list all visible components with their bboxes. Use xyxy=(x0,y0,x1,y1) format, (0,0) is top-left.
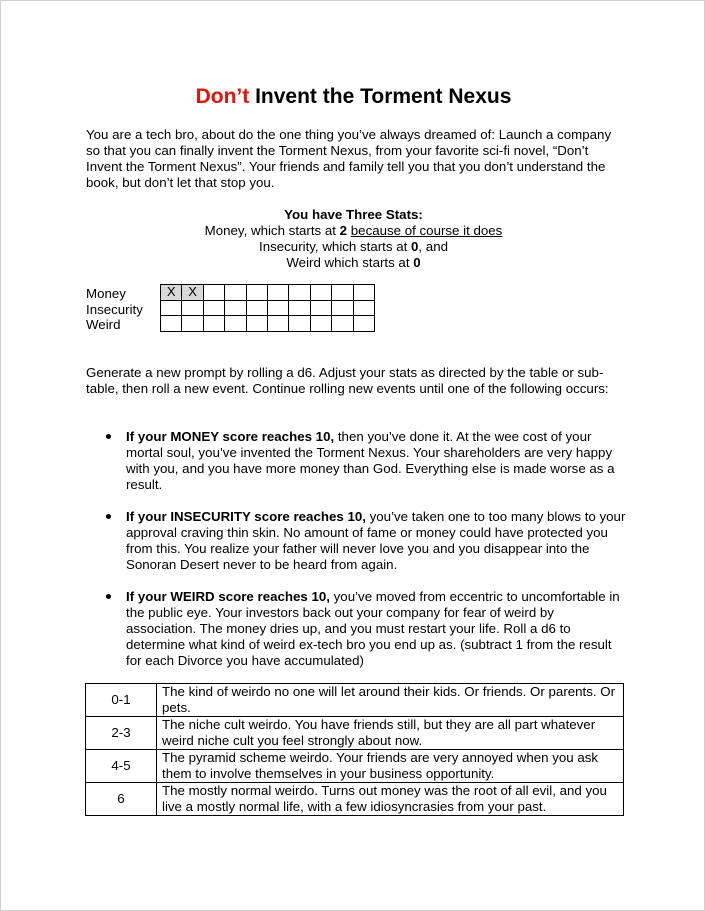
table-row xyxy=(86,750,624,783)
title-red-word: Don’t xyxy=(195,85,250,108)
insecurity-track-row xyxy=(161,300,375,316)
insecurity-box[interactable] xyxy=(310,300,331,316)
table-row xyxy=(86,783,624,816)
weird-box[interactable] xyxy=(332,316,353,332)
insecurity-box[interactable] xyxy=(289,300,310,316)
outcome-cell: The niche cult weirdo. You have friends still, but they are all part whatever weird niche cult you feel strongly about now. xyxy=(157,717,624,750)
ending-weird xyxy=(126,589,626,669)
money-box[interactable] xyxy=(267,285,288,301)
weird-start-value: 0 xyxy=(413,255,421,270)
ending-money-text: then you’ve done it. At the wee cost of your mortal soul, you’ve invented the Torment Nexus. Your shareholders are very happy with you, and you have more money than God. Everything else is made worse as a result. xyxy=(126,429,615,492)
money-box[interactable] xyxy=(225,285,246,301)
bullet-icon xyxy=(106,594,111,599)
weird-start-prefix: Weird which starts at xyxy=(286,255,414,270)
money-box[interactable] xyxy=(310,285,331,301)
insecurity-box[interactable] xyxy=(353,300,374,316)
ending-money xyxy=(126,429,626,493)
roll-cell: 0-1 xyxy=(86,684,157,717)
bullet-icon xyxy=(106,434,111,439)
money-track-row xyxy=(161,285,375,301)
weird-box[interactable] xyxy=(310,316,331,332)
money-box[interactable] xyxy=(353,285,374,301)
intro-paragraph: You are a tech bro, about do the one thing you’ve always dreamed of: Launch a company so that you can finally invent the Torment Nexus, from your favorite sci-fi novel, “Don’t Invent the Torment Nexus”. Your friends and family tell you that you don’t understand the book, but don’t let that stop you. xyxy=(86,127,612,190)
weird-box[interactable] xyxy=(289,316,310,332)
weird-track-row xyxy=(161,316,375,332)
insecurity-box[interactable] xyxy=(161,300,182,316)
table-row xyxy=(86,684,624,717)
stat-label-money: Money xyxy=(86,286,126,301)
weird-box[interactable] xyxy=(353,316,374,332)
money-box[interactable]: X xyxy=(182,285,203,301)
ending-weird-text: you’ve moved from eccentric to uncomfortable in the public eye. Your investors back out your company for fear of weird by association. The money dries up, and you must restart your life. Roll a d6 to determine what kind of weird ex-tech bro you end up as. (subtract 1 from the result for each Divorce you have accumulated) xyxy=(126,589,620,668)
insecurity-start-line xyxy=(86,239,621,255)
weird-box[interactable] xyxy=(246,316,267,332)
insecurity-box[interactable] xyxy=(182,300,203,316)
page-title xyxy=(1,85,705,109)
stat-label-insecurity: Insecurity xyxy=(86,301,143,317)
money-box[interactable]: X xyxy=(161,285,182,301)
insecurity-box[interactable] xyxy=(267,300,288,316)
weird-box[interactable] xyxy=(267,316,288,332)
weird-box[interactable] xyxy=(161,316,182,332)
instructions-paragraph: Generate a new prompt by rolling a d6. Adjust your stats as directed by the table or sub-table, then roll a new event. Continue rolling new events until one of the following occurs: xyxy=(86,365,609,396)
weird-start-line xyxy=(86,255,621,271)
outcome-cell: The mostly normal weirdo. Turns out money was the root of all evil, and you live a mostly normal life, with a few idiosyncrasies from your past. xyxy=(157,783,624,816)
money-box[interactable] xyxy=(246,285,267,301)
stat-label-weird: Weird xyxy=(86,317,121,332)
outcome-cell: The kind of weirdo no one will let around their kids. Or friends. Or parents. Or pets. xyxy=(157,684,624,717)
insecurity-start-prefix: Insecurity, which starts at xyxy=(259,239,411,254)
table-row xyxy=(86,717,624,750)
money-start-note: because of course it does xyxy=(350,223,503,238)
weird-outcome-table xyxy=(85,683,624,816)
money-start-value: 2 xyxy=(339,223,348,238)
weird-box[interactable] xyxy=(203,316,224,332)
money-box[interactable] xyxy=(289,285,310,301)
weird-box[interactable] xyxy=(225,316,246,332)
money-start-line xyxy=(86,223,621,239)
roll-cell: 6 xyxy=(86,783,157,816)
insecurity-box[interactable] xyxy=(332,300,353,316)
bullet-icon xyxy=(106,514,111,519)
stat-tracker-grid xyxy=(160,284,375,332)
insecurity-start-suffix: , and xyxy=(418,239,448,254)
ending-insecurity xyxy=(126,509,626,573)
stat-labels xyxy=(86,286,143,333)
stats-intro xyxy=(86,207,621,271)
stats-heading: You have Three Stats: xyxy=(284,207,423,222)
roll-cell: 4-5 xyxy=(86,750,157,783)
insecurity-start-value: 0 xyxy=(411,239,419,254)
title-rest: Invent the Torment Nexus xyxy=(249,85,512,108)
ending-insecurity-text: you’ve taken one to too many blows to your approval craving thin skin. No amount of fame or money could have protected you from this. You realize your father will never love you and you disappear into the Sonoran Desert never to be heard from again. xyxy=(126,509,626,572)
outcome-cell: The pyramid scheme weirdo. Your friends are very annoyed when you ask them to involve themselves in your business opportunity. xyxy=(157,750,624,783)
ending-weird-condition: If your WEIRD score reaches 10, xyxy=(126,589,330,604)
money-start-prefix: Money, which starts at xyxy=(204,223,340,238)
ending-insecurity-condition: If your INSECURITY score reaches 10, xyxy=(126,509,366,524)
insecurity-box[interactable] xyxy=(203,300,224,316)
money-box[interactable] xyxy=(332,285,353,301)
insecurity-box[interactable] xyxy=(246,300,267,316)
money-box[interactable] xyxy=(203,285,224,301)
insecurity-box[interactable] xyxy=(225,300,246,316)
ending-money-condition: If your MONEY score reaches 10, xyxy=(126,429,335,444)
weird-box[interactable] xyxy=(182,316,203,332)
roll-cell: 2-3 xyxy=(86,717,157,750)
